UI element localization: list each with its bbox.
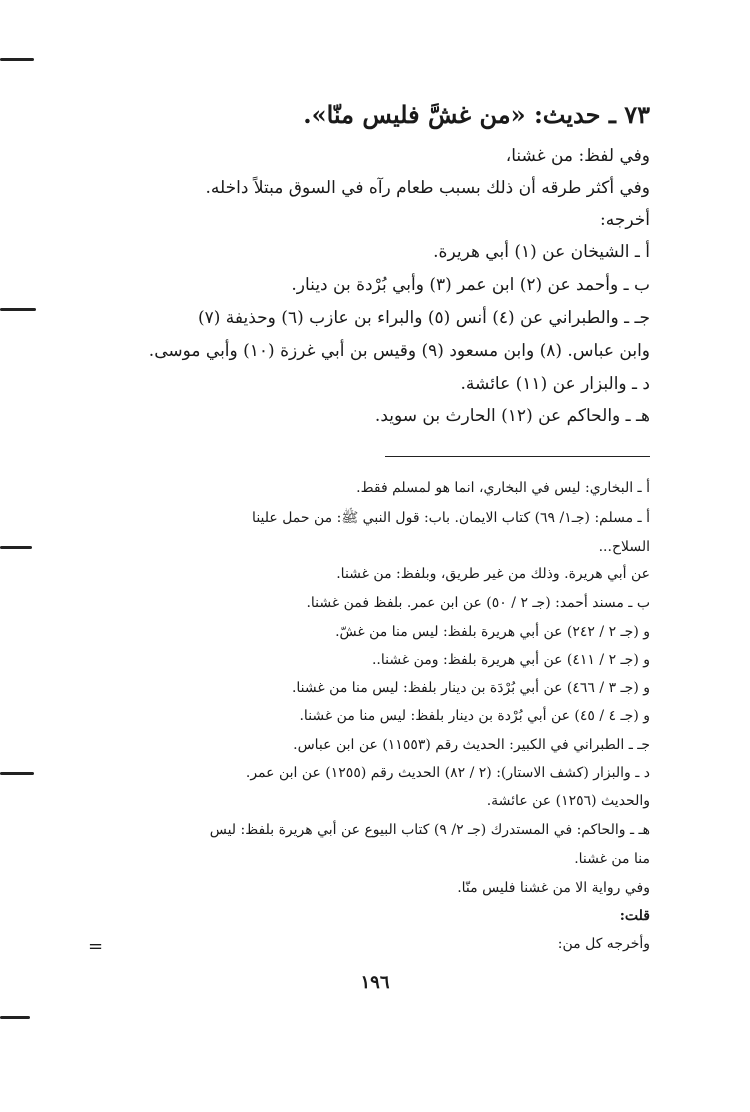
footnote-line: أ ـ البخاري: ليس في البخاري، انما هو لمسلم فقط. bbox=[356, 480, 650, 496]
main-text-line: أخرجه: bbox=[600, 210, 650, 230]
footnote-line: و (جـ ٣ / ٤٦٦) عن أبي بُرْدَة بن دينار بلفظ: ليس منا من غشنا. bbox=[291, 680, 650, 696]
footnote-line: والحديث (١٢٥٦) عن عائشة. bbox=[486, 793, 650, 809]
footnote-line: منا من غشنا. bbox=[574, 851, 650, 867]
main-text-line: أ ـ الشيخان عن (١) أبي هريرة. bbox=[433, 242, 650, 262]
footnote-line: وأخرجه كل من: bbox=[557, 936, 650, 952]
footnote-line: د ـ والبزار (كشف الاستار): (٢ / ٨٢) الحديث رقم (١٢٥٥) عن ابن عمر. bbox=[245, 765, 650, 781]
footnote-divider bbox=[385, 456, 650, 457]
page-number: ١٩٦ bbox=[360, 972, 390, 993]
footnote-line: جـ ـ الطبراني في الكبير: الحديث رقم (١١٥٥٣) عن ابن عباس. bbox=[293, 737, 650, 753]
footnote-line: أ ـ مسلم: (جـ١/ ٦٩) كتاب الايمان. باب: قول النبي ﷺ: من حمل علينا bbox=[252, 510, 650, 526]
main-text-line: جـ ـ والطبراني عن (٤) أنس (٥) والبراء بن عازب (٦) وحذيفة (٧) bbox=[197, 308, 650, 328]
page-edge-mark bbox=[0, 546, 32, 549]
main-text-line: وفي أكثر طرقه أن ذلك بسبب طعام رآه في السوق مبتلاً داخله. bbox=[205, 178, 650, 198]
page-edge-mark bbox=[0, 58, 34, 61]
main-text-line: ب ـ وأحمد عن (٢) ابن عمر (٣) وأبي بُرْدة بن دينار. bbox=[291, 275, 650, 295]
footnote-line: السلاح... bbox=[598, 539, 650, 555]
footnote-line: و (جـ ٢ / ٤١١) عن أبي هريرة بلفظ: ومن غشنا.. bbox=[371, 652, 650, 668]
footnote-line: هـ ـ والحاكم: في المستدرك (جـ ٢/ ٩) كتاب البيوع عن أبي هريرة بلفظ: ليس bbox=[209, 822, 650, 838]
main-text-line: وفي لفظ: من غشنا، bbox=[505, 146, 650, 166]
main-text-line: وابن عباس. (٨) وابن مسعود (٩) وقيس بن أبي غرزة (١٠) وأبي موسى. bbox=[148, 341, 650, 361]
page-edge-mark bbox=[0, 308, 36, 311]
page-edge-mark bbox=[0, 772, 34, 775]
main-text-line: هـ ـ والحاكم عن (١٢) الحارث بن سويد. bbox=[374, 406, 650, 426]
continuation-mark: = bbox=[88, 936, 104, 957]
main-text-line: د ـ والبزار عن (١١) عائشة. bbox=[460, 374, 650, 394]
footnote-line: و (جـ ٢ / ٢٤٢) عن أبي هريرة بلفظ: ليس منا من غشّ. bbox=[335, 624, 650, 640]
hadith-heading: ٧٣ ـ حديث: «من غشَّ فليس منّا». bbox=[303, 100, 650, 129]
footnote-line: و (جـ ٤ / ٤٥) عن أبي بُرْدة بن دينار بلفظ: ليس منا من غشنا. bbox=[299, 708, 650, 724]
footnote-line: ب ـ مسند أحمد: (جـ ٢ / ٥٠) عن ابن عمر. بلفظ فمن غشنا. bbox=[306, 595, 650, 611]
footnote-line: وفي رواية الا من غشنا فليس منّا. bbox=[457, 880, 650, 896]
page-edge-mark bbox=[0, 1016, 30, 1019]
footnote-line: قلت: bbox=[619, 908, 650, 924]
footnote-line: عن أبي هريرة. وذلك من غير طريق، وبلفظ: من غشنا. bbox=[336, 566, 650, 582]
